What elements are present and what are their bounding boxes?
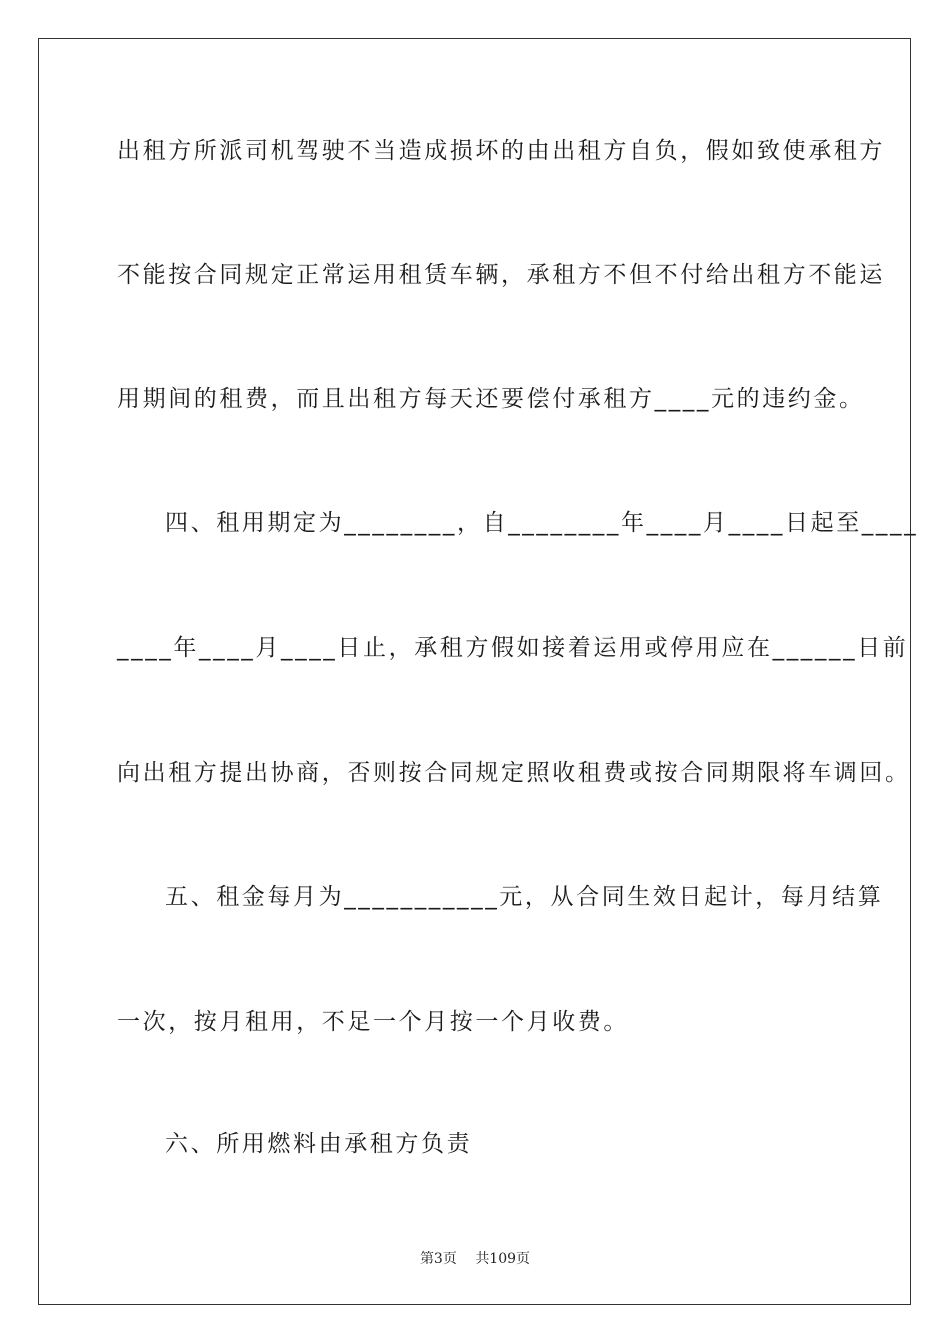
body-text-line: 向出租方提出协商，否则按合同规定照收租费或按合同期限将车调回。 bbox=[117, 760, 911, 786]
page-border bbox=[38, 38, 919, 1305]
clause-5-line: 五、租金每月为___________元，从合同生效日起计，每月结算 bbox=[165, 884, 884, 910]
body-text-line: 出租方所派司机驾驶不当造成损坏的由出租方自负，假如致使承租方 bbox=[117, 138, 885, 164]
total-pages: 共109页 bbox=[475, 1251, 531, 1267]
clause-6-line: 六、所用燃料由承租方负责 bbox=[165, 1131, 473, 1157]
page-number: 第3页 bbox=[419, 1251, 457, 1267]
clause-4-line: 四、租用期定为________，自________年____月____日起至____ bbox=[165, 510, 919, 536]
body-text-line: 一次，按月租用，不足一个月按一个月收费。 bbox=[117, 1009, 629, 1035]
page-footer bbox=[0, 1248, 950, 1268]
body-text-line: 不能按合同规定正常运用租赁车辆，承租方不但不付给出租方不能运 bbox=[117, 262, 885, 288]
body-text-line: ____年____月____日止，承租方假如接着运用或停用应在______日前 bbox=[117, 635, 909, 661]
body-text-line: 用期间的租费，而且出租方每天还要偿付承租方____元的违约金。 bbox=[117, 386, 865, 412]
